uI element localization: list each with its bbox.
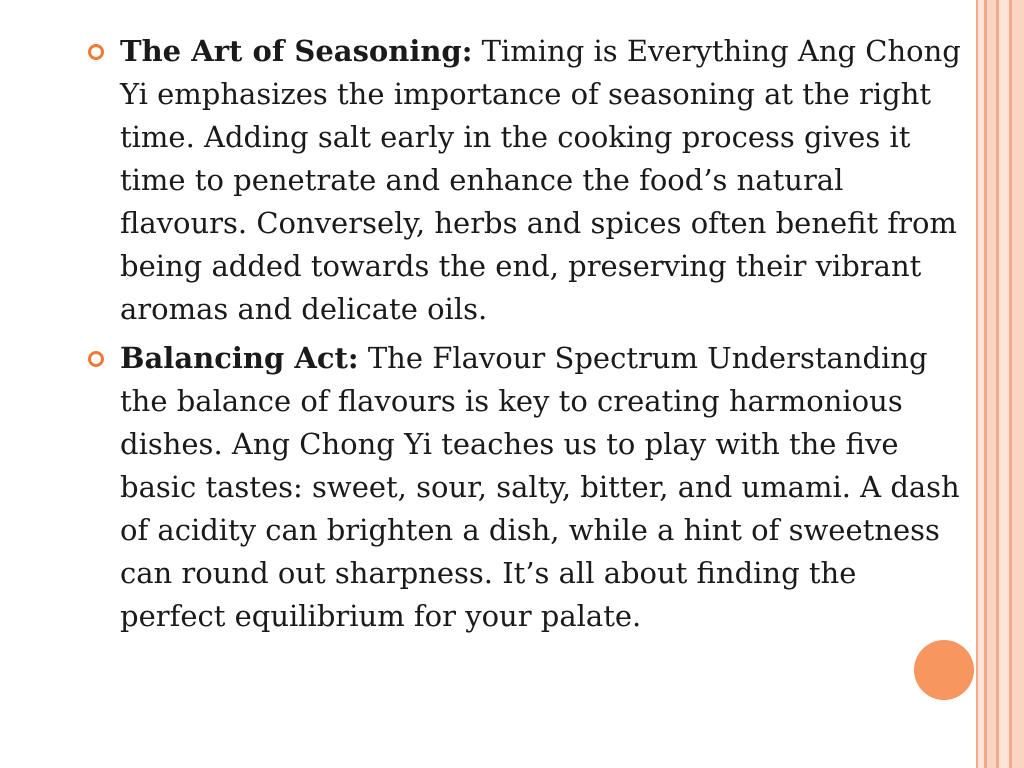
border-stripe	[987, 0, 996, 768]
decorative-border	[976, 0, 1024, 768]
slide-body	[88, 30, 968, 644]
bullet-heading: The Art of Seasoning:	[120, 34, 473, 68]
hollow-circle-bullet-icon	[88, 351, 104, 367]
border-stripe	[999, 0, 1009, 768]
border-stripe	[1012, 0, 1024, 768]
bullet-heading: Balancing Act:	[120, 341, 359, 375]
bullet-body: Ang Chong Yi emphasizes the importance of seasoning at the right time. Adding salt early in the cooking process gives it time to penetrate and enhance the food’s natural flavours. Conversely, herbs and spices often benefit from being added towards the end, preserving their vibrant aromas and delicate oils.	[120, 34, 961, 326]
hollow-circle-bullet-icon	[88, 44, 104, 60]
bullet-item-balancing	[88, 337, 968, 638]
filled-circle-icon	[914, 640, 974, 700]
bullet-subtitle: Timing is Everything	[481, 34, 789, 68]
bullet-subtitle: The Flavour Spectrum	[367, 341, 699, 375]
bullet-body: Understanding the balance of flavours is key to creating harmonious dishes. Ang Chong Yi teaches us to play with the five basic tastes: sweet, sour, salty, bitter, and umami. A dash of acidity can brighten a dish, while a hint of sweetness can round out sharpness. It’s all about finding the perfect equilibrium for your palate.	[120, 341, 960, 633]
bullet-item-seasoning	[88, 30, 968, 331]
